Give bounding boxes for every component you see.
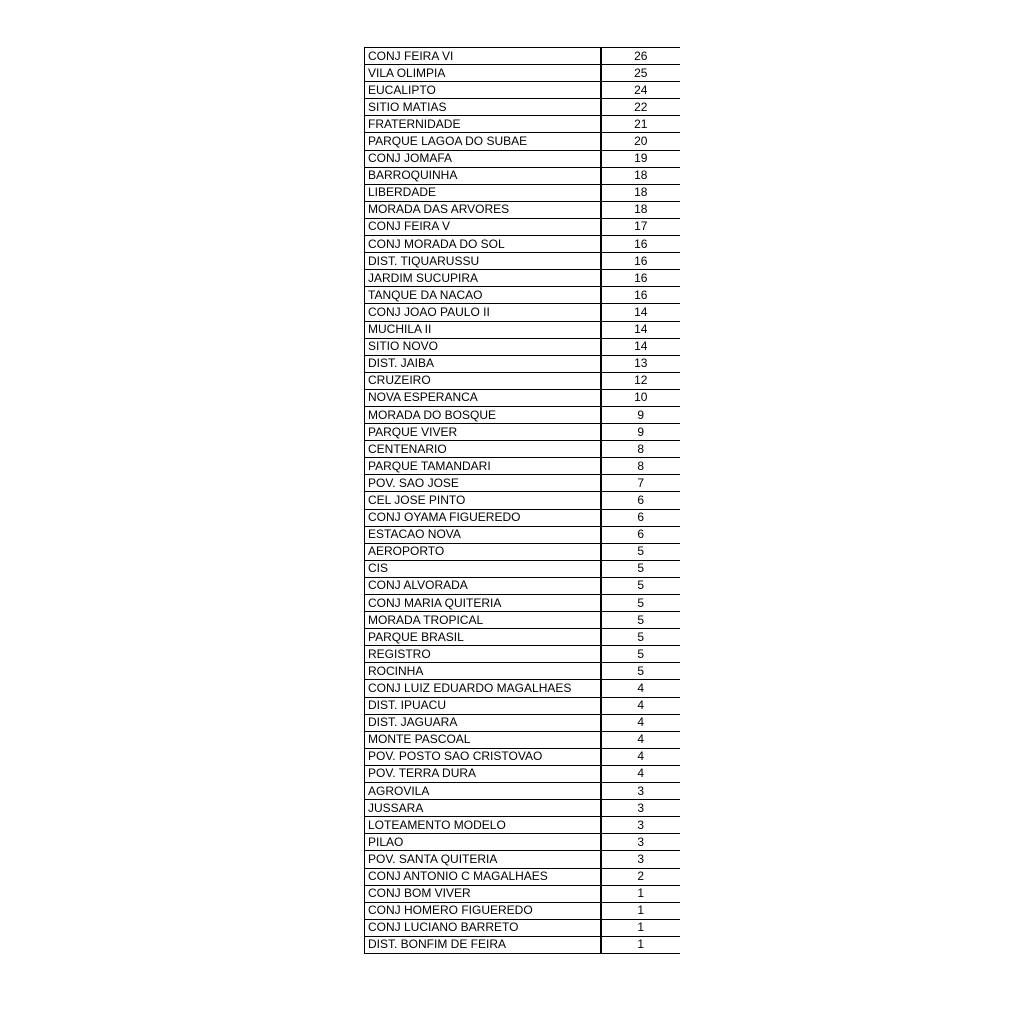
neighborhood-name-cell: SITIO NOVO: [365, 338, 601, 355]
count-cell: 26: [601, 48, 681, 65]
neighborhood-name-cell: CONJ JOAO PAULO II: [365, 304, 601, 321]
table-row: [365, 355, 681, 372]
count-cell: 1: [601, 936, 681, 953]
table-row: [365, 783, 681, 800]
table-row: [365, 372, 681, 389]
count-cell: 6: [601, 526, 681, 543]
table-row: [365, 287, 681, 304]
table-row: [365, 919, 681, 936]
table-row: [365, 697, 681, 714]
neighborhood-name-cell: AGROVILA: [365, 783, 601, 800]
table-row: [365, 65, 681, 82]
table-row: [365, 48, 681, 65]
table-row: [365, 936, 681, 953]
count-cell: 24: [601, 82, 681, 99]
table-row: [365, 714, 681, 731]
neighborhood-name-cell: PILAO: [365, 834, 601, 851]
count-cell: 1: [601, 919, 681, 936]
neighborhood-name-cell: CONJ OYAMA FIGUEREDO: [365, 509, 601, 526]
count-cell: 1: [601, 885, 681, 902]
table-row: [365, 577, 681, 594]
neighborhood-name-cell: MORADA DO BOSQUE: [365, 406, 601, 423]
table-row: [365, 458, 681, 475]
table-row: [365, 201, 681, 218]
count-cell: 3: [601, 800, 681, 817]
count-cell: 8: [601, 441, 681, 458]
table-row: [365, 509, 681, 526]
table-row: [365, 765, 681, 782]
neighborhood-count-table: [364, 47, 680, 954]
table-row: [365, 868, 681, 885]
table-row: [365, 646, 681, 663]
count-cell: 25: [601, 65, 681, 82]
count-cell: 17: [601, 218, 681, 235]
neighborhood-name-cell: MORADA TROPICAL: [365, 612, 601, 629]
neighborhood-name-cell: CONJ FEIRA V: [365, 218, 601, 235]
table-row: [365, 851, 681, 868]
count-cell: 5: [601, 543, 681, 560]
table-row: [365, 680, 681, 697]
count-cell: 5: [601, 577, 681, 594]
neighborhood-name-cell: CONJ ALVORADA: [365, 577, 601, 594]
count-cell: 6: [601, 492, 681, 509]
count-cell: 4: [601, 714, 681, 731]
count-cell: 5: [601, 646, 681, 663]
neighborhood-name-cell: CONJ LUCIANO BARRETO: [365, 919, 601, 936]
neighborhood-name-cell: MUCHILA II: [365, 321, 601, 338]
table-row: [365, 406, 681, 423]
count-cell: 4: [601, 680, 681, 697]
table-body: [365, 48, 681, 954]
count-cell: 22: [601, 99, 681, 116]
neighborhood-name-cell: MONTE PASCOAL: [365, 731, 601, 748]
neighborhood-name-cell: CONJ FEIRA VI: [365, 48, 601, 65]
count-cell: 9: [601, 424, 681, 441]
count-cell: 13: [601, 355, 681, 372]
neighborhood-name-cell: DIST. TIQUARUSSU: [365, 253, 601, 270]
count-cell: 16: [601, 270, 681, 287]
count-cell: 12: [601, 372, 681, 389]
count-cell: 16: [601, 287, 681, 304]
count-cell: 4: [601, 697, 681, 714]
table-row: [365, 167, 681, 184]
count-cell: 14: [601, 304, 681, 321]
table-row: [365, 82, 681, 99]
neighborhood-name-cell: POV. POSTO SAO CRISTOVAO: [365, 748, 601, 765]
neighborhood-name-cell: DIST. JAGUARA: [365, 714, 601, 731]
count-cell: 18: [601, 167, 681, 184]
neighborhood-name-cell: POV. SANTA QUITERIA: [365, 851, 601, 868]
table-row: [365, 543, 681, 560]
table-row: [365, 885, 681, 902]
count-cell: 7: [601, 475, 681, 492]
count-cell: 16: [601, 236, 681, 253]
neighborhood-name-cell: CONJ MORADA DO SOL: [365, 236, 601, 253]
neighborhood-name-cell: PARQUE LAGOA DO SUBAE: [365, 133, 601, 150]
table-row: [365, 116, 681, 133]
table-row: [365, 441, 681, 458]
neighborhood-name-cell: CIS: [365, 560, 601, 577]
neighborhood-name-cell: ROCINHA: [365, 663, 601, 680]
count-cell: 20: [601, 133, 681, 150]
neighborhood-name-cell: CEL JOSE PINTO: [365, 492, 601, 509]
count-cell: 5: [601, 595, 681, 612]
table-row: [365, 492, 681, 509]
neighborhood-name-cell: CONJ ANTONIO C MAGALHAES: [365, 868, 601, 885]
table-row: [365, 304, 681, 321]
table-row: [365, 612, 681, 629]
table-row: [365, 817, 681, 834]
neighborhood-name-cell: REGISTRO: [365, 646, 601, 663]
neighborhood-name-cell: DIST. IPUACU: [365, 697, 601, 714]
table-row: [365, 595, 681, 612]
count-cell: 2: [601, 868, 681, 885]
table-row: [365, 236, 681, 253]
table-row: [365, 133, 681, 150]
count-cell: 14: [601, 338, 681, 355]
neighborhood-name-cell: PARQUE VIVER: [365, 424, 601, 441]
table-row: [365, 731, 681, 748]
table-row: [365, 800, 681, 817]
count-cell: 3: [601, 817, 681, 834]
count-cell: 10: [601, 389, 681, 406]
neighborhood-name-cell: VILA OLIMPIA: [365, 65, 601, 82]
neighborhood-name-cell: PARQUE BRASIL: [365, 629, 601, 646]
neighborhood-name-cell: NOVA ESPERANCA: [365, 389, 601, 406]
neighborhood-name-cell: TANQUE DA NACAO: [365, 287, 601, 304]
count-cell: 4: [601, 748, 681, 765]
neighborhood-name-cell: PARQUE TAMANDARI: [365, 458, 601, 475]
table-row: [365, 663, 681, 680]
neighborhood-name-cell: CRUZEIRO: [365, 372, 601, 389]
neighborhood-name-cell: CONJ BOM VIVER: [365, 885, 601, 902]
table-row: [365, 902, 681, 919]
table-row: [365, 526, 681, 543]
neighborhood-name-cell: SITIO MATIAS: [365, 99, 601, 116]
table-row: [365, 834, 681, 851]
count-cell: 5: [601, 663, 681, 680]
table-row: [365, 560, 681, 577]
count-cell: 18: [601, 201, 681, 218]
count-cell: 4: [601, 765, 681, 782]
neighborhood-name-cell: JARDIM SUCUPIRA: [365, 270, 601, 287]
table-row: [365, 218, 681, 235]
count-cell: 5: [601, 612, 681, 629]
count-cell: 5: [601, 629, 681, 646]
count-cell: 3: [601, 783, 681, 800]
table-row: [365, 424, 681, 441]
neighborhood-name-cell: JUSSARA: [365, 800, 601, 817]
neighborhood-name-cell: DIST. BONFIM DE FEIRA: [365, 936, 601, 953]
neighborhood-name-cell: CONJ HOMERO FIGUEREDO: [365, 902, 601, 919]
data-sheet: [364, 47, 680, 960]
count-cell: 14: [601, 321, 681, 338]
count-cell: 5: [601, 560, 681, 577]
neighborhood-name-cell: CONJ LUIZ EDUARDO MAGALHAES: [365, 680, 601, 697]
table-row: [365, 338, 681, 355]
neighborhood-name-cell: BARROQUINHA: [365, 167, 601, 184]
table-row: [365, 321, 681, 338]
count-cell: 4: [601, 731, 681, 748]
neighborhood-name-cell: EUCALIPTO: [365, 82, 601, 99]
count-cell: 1: [601, 902, 681, 919]
table-row: [365, 150, 681, 167]
neighborhood-name-cell: CONJ JOMAFA: [365, 150, 601, 167]
neighborhood-name-cell: LOTEAMENTO MODELO: [365, 817, 601, 834]
neighborhood-name-cell: FRATERNIDADE: [365, 116, 601, 133]
count-cell: 16: [601, 253, 681, 270]
count-cell: 6: [601, 509, 681, 526]
neighborhood-name-cell: MORADA DAS ARVORES: [365, 201, 601, 218]
table-row: [365, 748, 681, 765]
count-cell: 21: [601, 116, 681, 133]
count-cell: 3: [601, 851, 681, 868]
count-cell: 19: [601, 150, 681, 167]
table-row: [365, 253, 681, 270]
table-row: [365, 184, 681, 201]
table-row: [365, 99, 681, 116]
neighborhood-name-cell: AEROPORTO: [365, 543, 601, 560]
neighborhood-name-cell: POV. TERRA DURA: [365, 765, 601, 782]
count-cell: 3: [601, 834, 681, 851]
table-row: [365, 389, 681, 406]
table-row: [365, 475, 681, 492]
count-cell: 18: [601, 184, 681, 201]
table-row: [365, 629, 681, 646]
neighborhood-name-cell: POV. SAO JOSE: [365, 475, 601, 492]
count-cell: 9: [601, 406, 681, 423]
neighborhood-name-cell: ESTACAO NOVA: [365, 526, 601, 543]
neighborhood-name-cell: CONJ MARIA QUITERIA: [365, 595, 601, 612]
table-row: [365, 270, 681, 287]
count-cell: 8: [601, 458, 681, 475]
neighborhood-name-cell: LIBERDADE: [365, 184, 601, 201]
neighborhood-name-cell: DIST. JAIBA: [365, 355, 601, 372]
neighborhood-name-cell: CENTENARIO: [365, 441, 601, 458]
